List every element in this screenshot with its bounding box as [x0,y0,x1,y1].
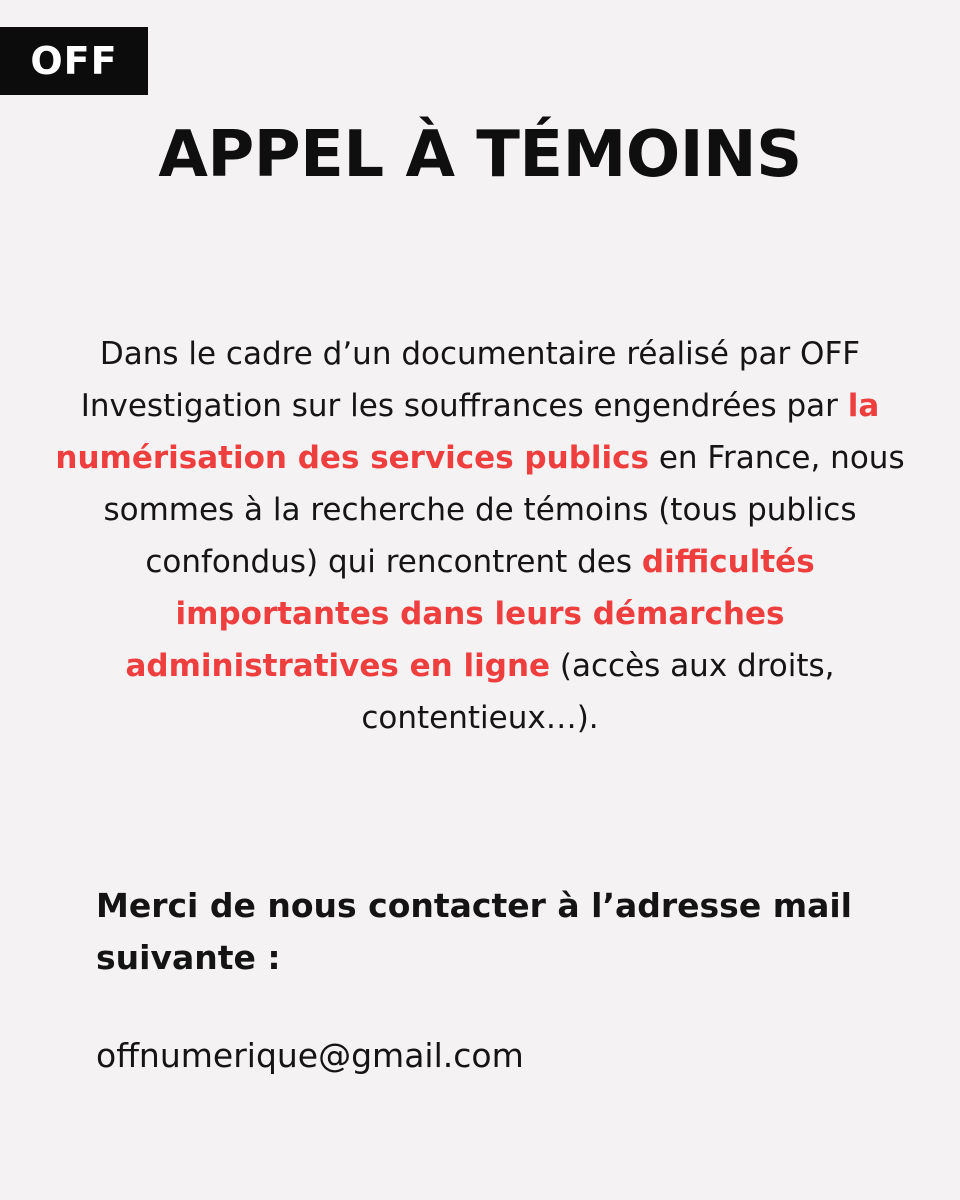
intro-text-part-2: en France, nous sommes à la recherche de témoins (tous publics confondus) qui rencontrent des [103,440,905,580]
intro-text-part-3: (accès aux droits, contentieux…). [361,648,835,736]
page-title: APPEL À TÉMOINS [158,118,802,192]
off-logo [0,27,148,95]
intro-paragraph [40,328,920,744]
highlight-digitization: la numérisation des services publics [55,388,880,476]
contact-prompt: Merci de nous contacter à l’adresse mail suivante : [96,886,852,977]
off-logo-text: OFF [30,39,118,83]
intro-text-part-1: Dans le cadre d’un documentaire réalisé par OFF Investigation sur les souffrances engendrées par [80,336,861,424]
highlight-difficulties: difficultés importantes dans leurs démarches administratives en ligne [125,544,815,684]
contact-email: offnumerique@gmail.com [96,1036,524,1075]
